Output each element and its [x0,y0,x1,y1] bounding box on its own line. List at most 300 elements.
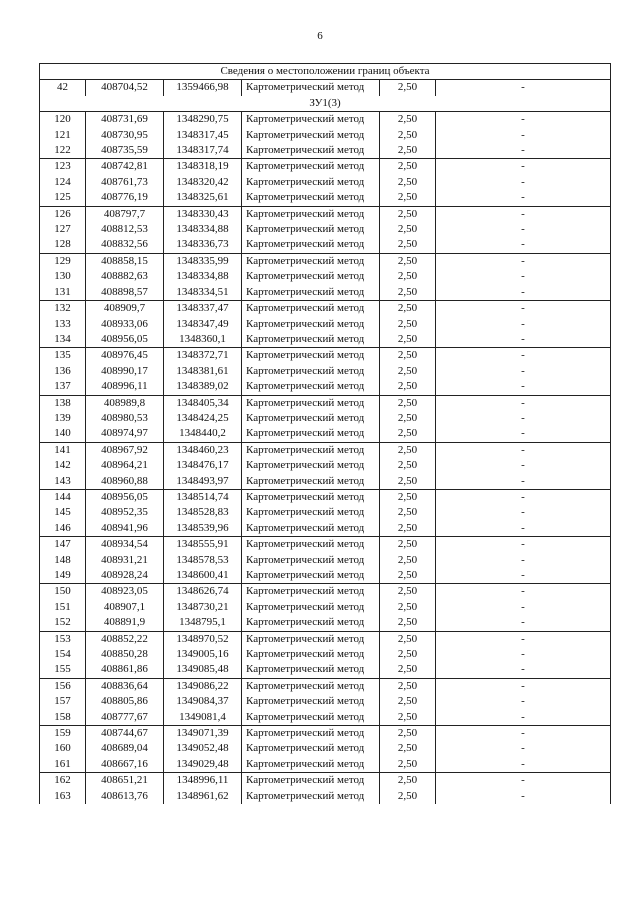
point-number: 152 [40,615,86,631]
method: Картометрический метод [242,190,380,206]
table-row [40,332,611,348]
coord-x: 408956,05 [86,489,164,505]
point-number: 151 [40,600,86,615]
coord-x: 408667,16 [86,757,164,773]
note: - [436,317,611,332]
coord-x: 408974,97 [86,426,164,442]
coord-y: 1348424,25 [164,411,242,426]
point-number: 120 [40,112,86,128]
coord-x: 408797,7 [86,206,164,222]
table-row [40,631,611,647]
coord-x: 408907,1 [86,600,164,615]
coord-x: 408651,21 [86,773,164,789]
table-row [40,662,611,678]
method: Картометрический метод [242,379,380,395]
note: - [436,694,611,709]
note: - [436,175,611,190]
note: - [436,112,611,128]
note: - [436,159,611,175]
coord-x: 408934,54 [86,537,164,553]
accuracy: 2,50 [380,568,436,584]
point-number: 136 [40,364,86,379]
coord-y: 1349071,39 [164,726,242,742]
table-row [40,647,611,662]
method: Картометрический метод [242,206,380,222]
table-row [40,175,611,190]
accuracy: 2,50 [380,364,436,379]
coord-y: 1348405,34 [164,395,242,411]
note: - [436,489,611,505]
accuracy: 2,50 [380,505,436,520]
coord-y: 1348337,47 [164,301,242,317]
coord-y: 1348360,1 [164,332,242,348]
note: - [436,348,611,364]
method: Картометрический метод [242,253,380,269]
point-number: 128 [40,237,86,253]
accuracy: 2,50 [380,143,436,159]
coord-x: 408928,24 [86,568,164,584]
coord-x: 408952,35 [86,505,164,520]
accuracy: 2,50 [380,615,436,631]
coord-x: 408891,9 [86,615,164,631]
accuracy: 2,50 [380,631,436,647]
coord-y: 1349005,16 [164,647,242,662]
note: - [436,631,611,647]
note: - [436,647,611,662]
accuracy: 2,50 [380,789,436,804]
point-number: 125 [40,190,86,206]
point-number: 124 [40,175,86,190]
point-number: 150 [40,584,86,600]
coord-y: 1348325,61 [164,190,242,206]
table-row [40,128,611,143]
coord-x: 408989,8 [86,395,164,411]
point-number: 130 [40,269,86,284]
point-number: 162 [40,773,86,789]
section-row [40,96,611,112]
table-row [40,568,611,584]
table-row [40,269,611,284]
coord-y: 1348578,53 [164,553,242,568]
table-row [40,553,611,568]
note: - [436,600,611,615]
method: Картометрический метод [242,269,380,284]
coord-x: 408990,17 [86,364,164,379]
boundary-table [39,63,611,804]
coord-x: 408980,53 [86,411,164,426]
accuracy: 2,50 [380,301,436,317]
coord-x: 408744,67 [86,726,164,742]
method: Картометрический метод [242,773,380,789]
coord-y: 1349052,48 [164,741,242,756]
method: Картометрический метод [242,553,380,568]
accuracy: 2,50 [380,159,436,175]
note: - [436,662,611,678]
method: Картометрический метод [242,474,380,490]
method: Картометрический метод [242,426,380,442]
coord-x: 408761,73 [86,175,164,190]
table-row [40,237,611,253]
point-number: 126 [40,206,86,222]
method: Картометрический метод [242,678,380,694]
coord-x: 408805,86 [86,694,164,709]
coord-x: 408931,21 [86,553,164,568]
table-row [40,741,611,756]
note: - [436,80,611,96]
note: - [436,537,611,553]
note: - [436,615,611,631]
accuracy: 2,50 [380,426,436,442]
point-number: 158 [40,710,86,726]
coord-x: 408967,92 [86,442,164,458]
note: - [436,678,611,694]
note: - [436,710,611,726]
point-number: 133 [40,317,86,332]
coord-y: 1348539,96 [164,521,242,537]
method: Картометрический метод [242,143,380,159]
point-number: 122 [40,143,86,159]
coord-x: 408735,59 [86,143,164,159]
table-row [40,458,611,473]
accuracy: 2,50 [380,190,436,206]
table-row [40,411,611,426]
accuracy: 2,50 [380,442,436,458]
method: Картометрический метод [242,458,380,473]
table-row [40,789,611,804]
point-number: 148 [40,553,86,568]
coord-x: 408731,69 [86,112,164,128]
coord-x: 408858,15 [86,253,164,269]
coord-x: 408812,53 [86,222,164,237]
point-number: 154 [40,647,86,662]
accuracy: 2,50 [380,757,436,773]
point-number: 138 [40,395,86,411]
table-row [40,285,611,301]
accuracy: 2,50 [380,175,436,190]
method: Картометрический метод [242,647,380,662]
note: - [436,285,611,301]
method: Картометрический метод [242,112,380,128]
note: - [436,364,611,379]
accuracy: 2,50 [380,222,436,237]
coord-x: 408704,52 [86,80,164,96]
accuracy: 2,50 [380,474,436,490]
coord-y: 1348330,43 [164,206,242,222]
coord-y: 1348290,75 [164,112,242,128]
coord-y: 1348528,83 [164,505,242,520]
method: Картометрический метод [242,301,380,317]
coord-x: 408976,45 [86,348,164,364]
method: Картометрический метод [242,80,380,96]
accuracy: 2,50 [380,600,436,615]
coord-x: 408898,57 [86,285,164,301]
note: - [436,521,611,537]
table-row [40,726,611,742]
table-row [40,426,611,442]
method: Картометрический метод [242,222,380,237]
method: Картометрический метод [242,411,380,426]
coord-y: 1348996,11 [164,773,242,789]
accuracy: 2,50 [380,285,436,301]
accuracy: 2,50 [380,521,436,537]
coord-y: 1348476,17 [164,458,242,473]
table-row [40,159,611,175]
point-number: 156 [40,678,86,694]
note: - [436,505,611,520]
point-number: 123 [40,159,86,175]
coord-y: 1348440,2 [164,426,242,442]
point-number: 147 [40,537,86,553]
coord-x: 408689,04 [86,741,164,756]
table-row [40,757,611,773]
method: Картометрический метод [242,537,380,553]
note: - [436,757,611,773]
method: Картометрический метод [242,489,380,505]
table-row [40,80,611,96]
accuracy: 2,50 [380,710,436,726]
accuracy: 2,50 [380,537,436,553]
coord-y: 1349084,37 [164,694,242,709]
point-number: 145 [40,505,86,520]
coord-y: 1349086,22 [164,678,242,694]
method: Картометрический метод [242,584,380,600]
table-caption-row [40,64,611,80]
coord-x: 408933,06 [86,317,164,332]
point-number: 137 [40,379,86,395]
table-row [40,489,611,505]
accuracy: 2,50 [380,741,436,756]
method: Картометрический метод [242,128,380,143]
table-row [40,678,611,694]
coord-x: 408777,67 [86,710,164,726]
coord-x: 408941,96 [86,521,164,537]
point-number: 143 [40,474,86,490]
point-number: 157 [40,694,86,709]
accuracy: 2,50 [380,269,436,284]
point-number: 121 [40,128,86,143]
accuracy: 2,50 [380,678,436,694]
section-title: ЗУ1(3) [40,96,611,112]
note: - [436,237,611,253]
method: Картометрический метод [242,694,380,709]
table-row [40,615,611,631]
accuracy: 2,50 [380,395,436,411]
accuracy: 2,50 [380,726,436,742]
accuracy: 2,50 [380,348,436,364]
coord-x: 408996,11 [86,379,164,395]
note: - [436,553,611,568]
note: - [436,253,611,269]
note: - [436,332,611,348]
coord-y: 1349085,48 [164,662,242,678]
coord-y: 1348320,42 [164,175,242,190]
point-number: 142 [40,458,86,473]
coord-y: 1348334,51 [164,285,242,301]
method: Картометрический метод [242,741,380,756]
coord-y: 1348514,74 [164,489,242,505]
note: - [436,190,611,206]
coord-y: 1348961,62 [164,789,242,804]
note: - [436,128,611,143]
note: - [436,222,611,237]
table-row [40,505,611,520]
table-row [40,253,611,269]
coord-x: 408960,88 [86,474,164,490]
coord-y: 1348730,21 [164,600,242,615]
note: - [436,426,611,442]
method: Картометрический метод [242,568,380,584]
note: - [436,395,611,411]
method: Картометрический метод [242,789,380,804]
table-row [40,521,611,537]
note: - [436,269,611,284]
accuracy: 2,50 [380,332,436,348]
coord-y: 1348600,41 [164,568,242,584]
point-number: 135 [40,348,86,364]
note: - [436,474,611,490]
note: - [436,568,611,584]
point-number: 149 [40,568,86,584]
point-number: 159 [40,726,86,742]
coord-y: 1348335,99 [164,253,242,269]
accuracy: 2,50 [380,489,436,505]
table-row [40,474,611,490]
method: Картометрический метод [242,332,380,348]
coord-y: 1348317,74 [164,143,242,159]
point-number: 127 [40,222,86,237]
coord-x: 408776,19 [86,190,164,206]
accuracy: 2,50 [380,662,436,678]
note: - [436,411,611,426]
note: - [436,379,611,395]
table-row [40,710,611,726]
coord-y: 1348336,73 [164,237,242,253]
coord-y: 1348318,19 [164,159,242,175]
note: - [436,301,611,317]
point-number: 155 [40,662,86,678]
accuracy: 2,50 [380,647,436,662]
coord-x: 408852,22 [86,631,164,647]
accuracy: 2,50 [380,253,436,269]
table-row [40,395,611,411]
coord-y: 1348389,02 [164,379,242,395]
table-row [40,379,611,395]
accuracy: 2,50 [380,553,436,568]
table-row [40,442,611,458]
table-row [40,537,611,553]
point-number: 153 [40,631,86,647]
table-row [40,112,611,128]
note: - [436,206,611,222]
coord-y: 1348626,74 [164,584,242,600]
note: - [436,741,611,756]
coord-x: 408742,81 [86,159,164,175]
accuracy: 2,50 [380,237,436,253]
coord-y: 1348970,52 [164,631,242,647]
table-row [40,694,611,709]
coord-x: 408964,21 [86,458,164,473]
coord-y: 1348381,61 [164,364,242,379]
coord-y: 1359466,98 [164,80,242,96]
method: Картометрический метод [242,285,380,301]
method: Картометрический метод [242,521,380,537]
point-number: 129 [40,253,86,269]
coord-y: 1348347,49 [164,317,242,332]
method: Картометрический метод [242,757,380,773]
method: Картометрический метод [242,317,380,332]
method: Картометрический метод [242,600,380,615]
coord-y: 1348555,91 [164,537,242,553]
coord-y: 1349081,4 [164,710,242,726]
method: Картометрический метод [242,710,380,726]
table-row [40,190,611,206]
page-number: 6 [317,30,323,42]
point-number: 146 [40,521,86,537]
accuracy: 2,50 [380,317,436,332]
table-row [40,206,611,222]
table-row [40,584,611,600]
coord-y: 1348334,88 [164,269,242,284]
point-number: 140 [40,426,86,442]
note: - [436,584,611,600]
accuracy: 2,50 [380,379,436,395]
accuracy: 2,50 [380,694,436,709]
method: Картометрический метод [242,395,380,411]
coord-y: 1349029,48 [164,757,242,773]
method: Картометрический метод [242,159,380,175]
accuracy: 2,50 [380,411,436,426]
point-number: 161 [40,757,86,773]
coord-y: 1348334,88 [164,222,242,237]
coord-y: 1348372,71 [164,348,242,364]
method: Картометрический метод [242,662,380,678]
point-number: 132 [40,301,86,317]
method: Картометрический метод [242,726,380,742]
note: - [436,726,611,742]
accuracy: 2,50 [380,80,436,96]
method: Картометрический метод [242,631,380,647]
coord-x: 408730,95 [86,128,164,143]
point-number: 160 [40,741,86,756]
table-caption: Сведения о местоположении границ объекта [40,64,611,80]
table-row [40,317,611,332]
note: - [436,773,611,789]
accuracy: 2,50 [380,112,436,128]
coord-x: 408850,28 [86,647,164,662]
accuracy: 2,50 [380,584,436,600]
accuracy: 2,50 [380,458,436,473]
table-row [40,773,611,789]
accuracy: 2,50 [380,128,436,143]
coord-x: 408923,05 [86,584,164,600]
table-row [40,348,611,364]
accuracy: 2,50 [380,773,436,789]
coord-x: 408882,63 [86,269,164,284]
method: Картометрический метод [242,505,380,520]
coord-x: 408836,64 [86,678,164,694]
table-row [40,143,611,159]
table-row [40,301,611,317]
point-number: 139 [40,411,86,426]
table-row [40,364,611,379]
coord-x: 408613,76 [86,789,164,804]
coord-x: 408861,86 [86,662,164,678]
table-row [40,600,611,615]
method: Картометрический метод [242,615,380,631]
point-number: 141 [40,442,86,458]
note: - [436,442,611,458]
note: - [436,789,611,804]
